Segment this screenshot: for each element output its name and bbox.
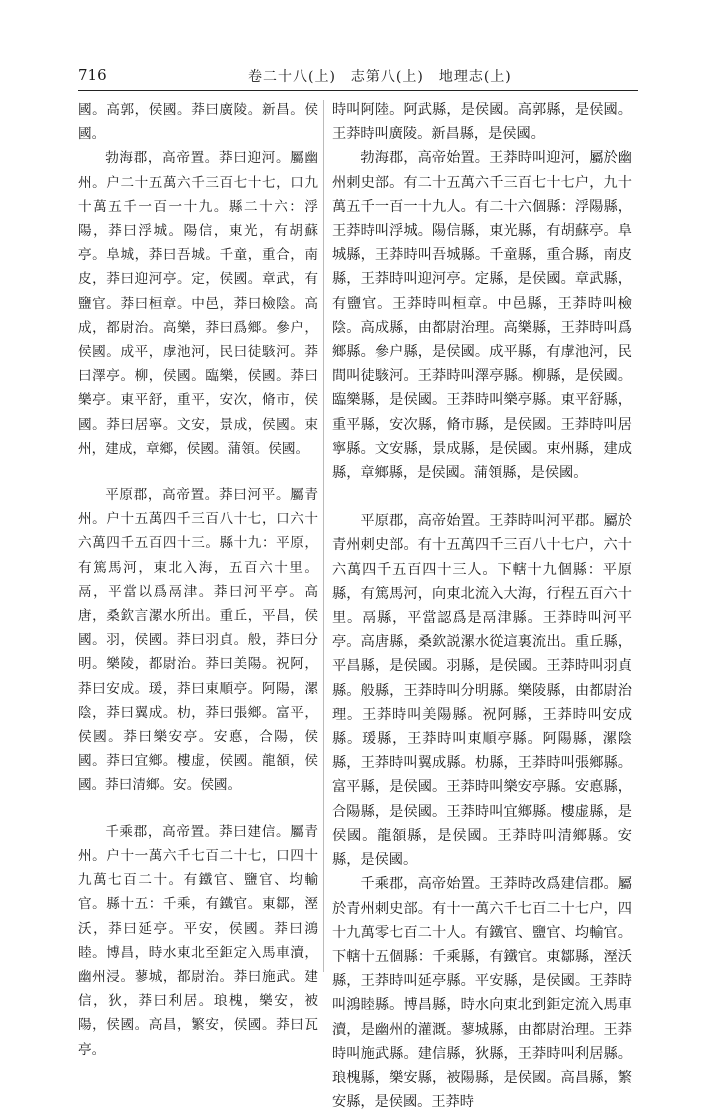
classical-text-column bbox=[78, 98, 318, 1058]
paragraph-gap bbox=[78, 798, 318, 820]
classical-paragraph: 勃海郡，高帝置。莽曰迎河。屬幽州。户二十五萬六千三百七十七，口九十萬五千一百一十九。縣二十六：浮陽，莽曰浮城。陽信，東光，有胡蘇亭。阜城，莽曰吾城。千童，重合，南皮，莽曰迎河亭。定，侯國。章武，有鹽官。莽曰桓章。中邑，莽曰檢陰。高成，都尉治。高樂，莽曰爲鄉。參户，侯國。成平，虖池河，民曰徒駭河。莽曰澤亭。柳，侯國。臨樂，侯國。莽曰樂亭。東平舒，重平，安次，脩市，侯國。莽曰居寧。文安，景成，侯國。束州，建成，章鄉，侯國。蒲領。侯國。 bbox=[78, 150, 318, 457]
paragraph-gap bbox=[78, 461, 318, 483]
page-number: 716 bbox=[78, 66, 107, 84]
classical-paragraph: 平原郡，高帝置。莽曰河平。屬青州。户十五萬四千三百八十七，口六十六萬四千五百四十三。縣十九：平原，有篤馬河，東北入海，五百六十里。鬲，平當以爲鬲津。莽曰河平亭。高唐，桑欽言漯水所出。重丘，平昌，侯國。羽，侯國。莽曰羽貞。般，莽曰分明。樂陵，都尉治。莽曰美陽。祝阿，莽曰安成。瑗，莽曰東順亭。阿陽，漯陰，莽曰翼成。朸，莽曰張鄉。富平，侯國。莽曰樂安亭。安悳，合陽，侯國。莽曰宜鄉。樓虚，侯國。龍頟，侯國。莽曰清鄉。安。侯國。 bbox=[78, 487, 318, 794]
translation-paragraph: 時叫阿陸。阿武縣，是侯國。高郭縣，是侯國。王莽時叫廣陵。新昌縣，是侯國。 bbox=[332, 102, 632, 143]
page-header bbox=[78, 66, 638, 91]
translation-paragraph: 勃海郡，高帝始置。王莽時叫迎河，屬於幽州刺史部。有二十五萬六千三百七十七户，九十萬五千一百一十九人。有二十六個縣：浮陽縣，王莽時叫浮城。陽信縣，東光縣，有胡蘇亭。阜城縣，王莽時叫吾城縣。千童縣，重合縣，南皮縣，王莽時叫迎河亭。定縣，是侯國。章武縣，有鹽官。王莽時叫桓章。中邑縣，王莽時叫檢陰。高成縣，由都尉治理。高樂縣，王莽時叫爲鄉縣。參户縣，是侯國。成平縣，有虖池河，民間叫徒駭河。王莽時叫澤亭縣。柳縣，是侯國。臨樂縣，是侯國。王莽時叫樂亭縣。東平舒縣，重平縣，安次縣，脩市縣，是侯國。王莽時叫居寧縣。文安縣，景成縣，是侯國。束州縣，建成縣，章鄉縣，是侯國。蒲領縣，是侯國。 bbox=[332, 150, 632, 482]
classical-paragraph: 國。高郭，侯國。莽曰廣陵。新昌。侯國。 bbox=[78, 102, 318, 143]
classical-paragraph: 千乘郡，高帝置。莽曰建信。屬青州。户十一萬六千七百二十七，口四十九萬七百二十。有鐵官、鹽官、均輸官。縣十五：千乘，有鐵官。東鄒，溼沃，莽曰延亭。平安，侯國。莽曰鴻睦。博昌，時水東北至鉅定入馬車瀆，幽州浸。蓼城，都尉治。莽曰施武。建信，狄，莽曰利居。琅槐，樂安，被陽，侯國。高昌，繁安，侯國。莽曰瓦亭。 bbox=[78, 823, 318, 1058]
translation-paragraph: 平原郡，高帝始置。王莽時叫河平郡。屬於青州刺史部。有十五萬四千三百八十七户，六十六萬四千五百四十三人。下轄十九個縣：平原縣，有篤馬河，向東北流入大海，行程五百六十里。鬲縣，平當認爲是鬲津縣。王莽時叫河平亭。高唐縣，桑欽説漯水從這裏流出。重丘縣，平昌縣，是侯國。羽縣，是侯國。王莽時叫羽貞縣。般縣，王莽時叫分明縣。樂陵縣，由都尉治理。王莽時叫美陽縣。祝阿縣，王莽時叫安成縣。瑗縣，王莽時叫東順亭縣。阿陽縣，漯陰縣，王莽時叫翼成縣。朸縣，王莽時叫張鄉縣。富平縣，是侯國。王莽時叫樂安亭縣。安悳縣，合陽縣，是侯國。王莽時叫宜鄉縣。樓虚縣，是侯國。龍頟縣，是侯國。王莽時叫清鄉縣。安縣，是侯國。 bbox=[332, 513, 632, 869]
translation-column bbox=[332, 98, 632, 1111]
translation-paragraph: 千乘郡，高帝始置。王莽時改爲建信郡。屬於青州刺史部。有十一萬六千七百二十七户，四十九萬零七百二十人。有鐵官、鹽官、均輸官。下轄十五個縣：千乘縣，有鐵官。東鄒縣，溼沃縣，王莽時叫延亭縣。平安縣，是侯國。王莽時叫鴻睦縣。博昌縣，時水向東北到鉅定流入馬車瀆，是幽州的灌溉。蓼城縣，由都尉治理。王莽時叫施武縣。建信縣，狄縣，王莽時叫利居縣。琅槐縣，樂安縣，被陽縣，是侯國。高昌縣，繁安縣，是侯國。王莽時 bbox=[332, 876, 632, 1111]
paragraph-gap bbox=[332, 485, 632, 509]
column-divider bbox=[323, 100, 324, 972]
running-head: 卷二十八(上) 志第八(上) 地理志(上) bbox=[248, 69, 512, 85]
